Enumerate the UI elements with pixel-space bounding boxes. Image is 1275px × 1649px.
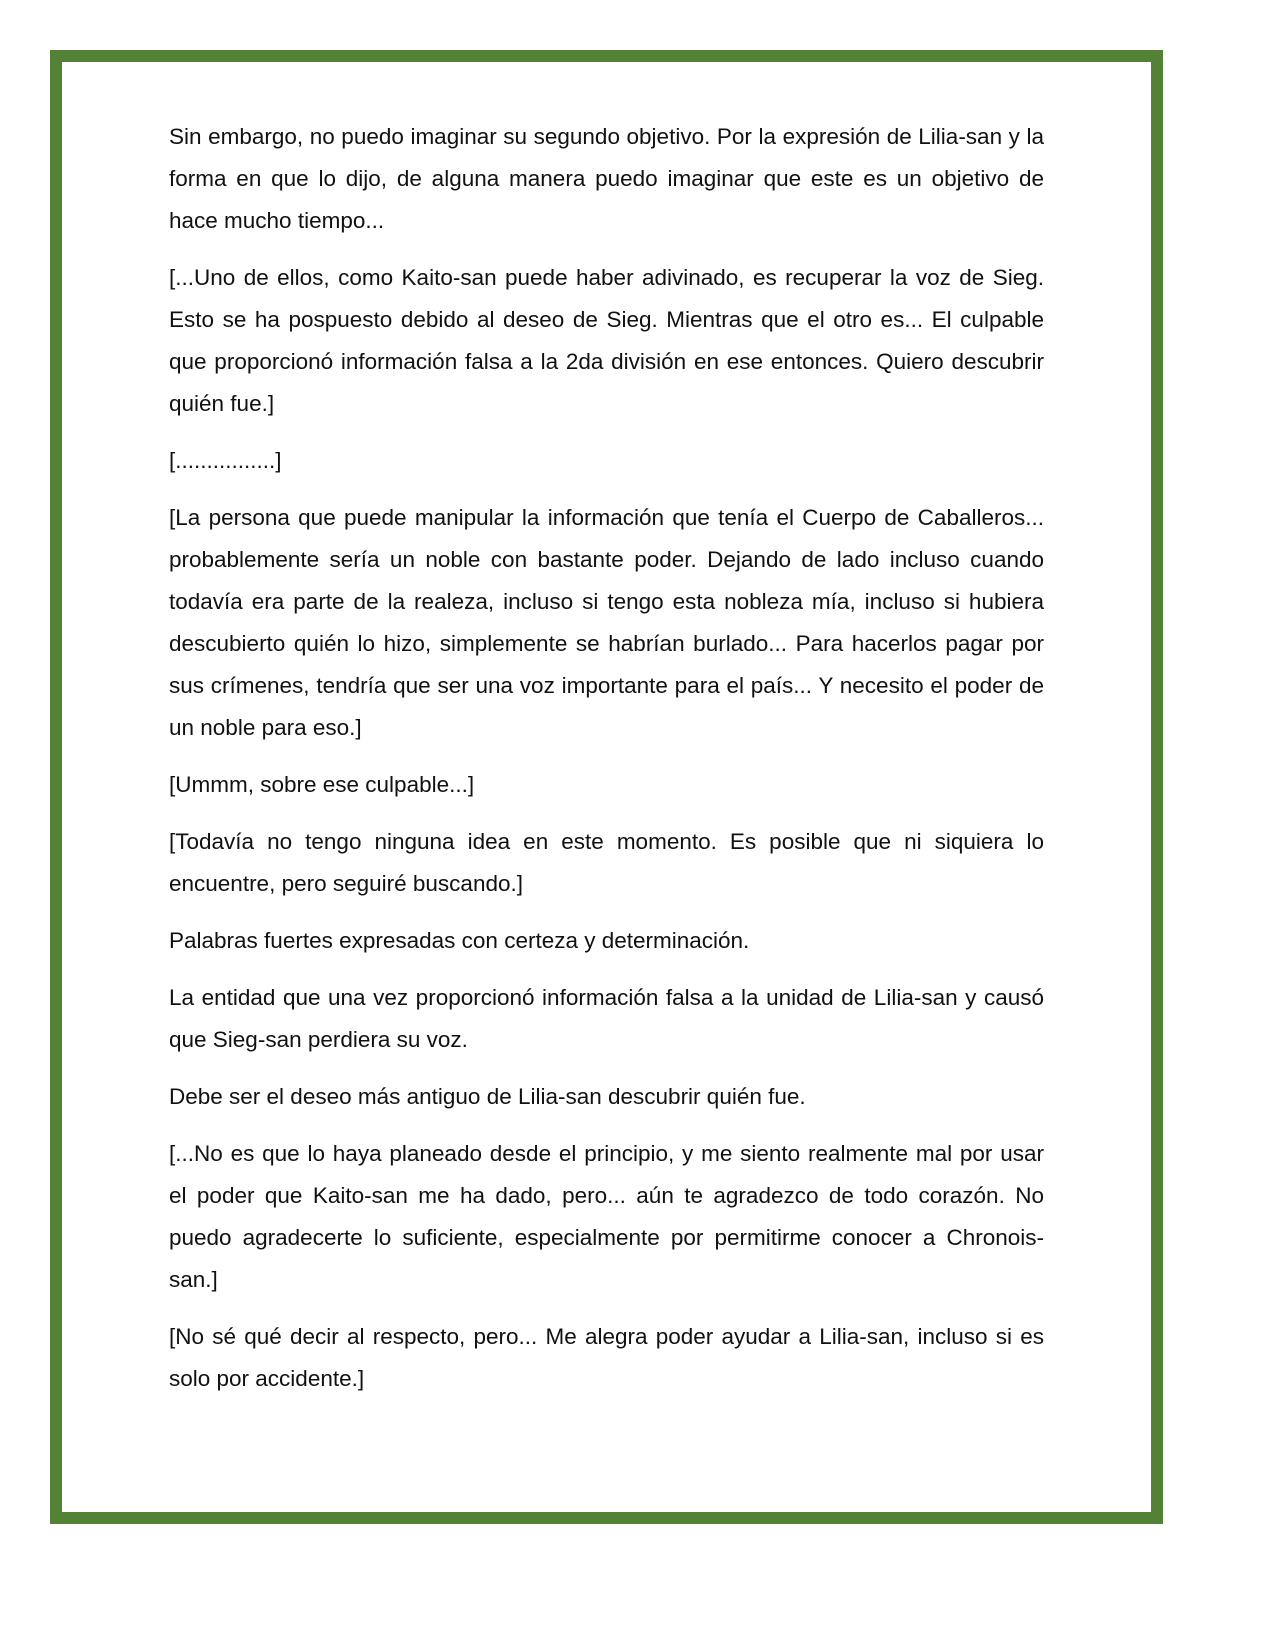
paragraph: [La persona que puede manipular la información que tenía el Cuerpo de Caballeros... probablemente sería un noble con bastante poder. Dejando de lado incluso cuando todavía era parte de la realeza, incluso si tengo esta nobleza mía, incluso si hubiera descubierto quién lo hizo, simplemente se habrían burlado... Para hacerlos pagar por sus crímenes, tendría que ser una voz importante para el país... Y necesito el poder de un noble para eso.]	[169, 505, 1044, 740]
paragraph: [...No es que lo haya planeado desde el principio, y me siento realmente mal por usar el poder que Kaito-san me ha dado, pero... aún te agradezco de todo corazón. No puedo agradecerte lo suficiente, especialmente por permitirme conocer a Chronois-san.]	[169, 1141, 1044, 1292]
paragraph: Debe ser el deseo más antiguo de Lilia-san descubrir quién fue.	[169, 1084, 806, 1109]
paragraph: Sin embargo, no puedo imaginar su segundo objetivo. Por la expresión de Lilia-san y la forma en que lo dijo, de alguna manera puedo imaginar que este es un objetivo de hace mucho tiempo...	[169, 124, 1044, 233]
paragraph: [Ummm, sobre ese culpable...]	[169, 772, 475, 797]
paragraph: Palabras fuertes expresadas con certeza y determinación.	[169, 928, 750, 953]
paragraph: La entidad que una vez proporcionó información falsa a la unidad de Lilia-san y causó que Sieg-san perdiera su voz.	[169, 985, 1044, 1052]
paragraph: [................]	[169, 448, 282, 473]
document-body	[169, 116, 1044, 1415]
paragraph: [No sé qué decir al respecto, pero... Me alegra poder ayudar a Lilia-san, incluso si es solo por accidente.]	[169, 1324, 1044, 1391]
paragraph: [...Uno de ellos, como Kaito-san puede haber adivinado, es recuperar la voz de Sieg. Esto se ha pospuesto debido al deseo de Sieg. Mientras que el otro es... El culpable que proporcionó información falsa a la 2da división en ese entonces. Quiero descubrir quién fue.]	[169, 265, 1044, 416]
paragraph: [Todavía no tengo ninguna idea en este momento. Es posible que ni siquiera lo encuentre, pero seguiré buscando.]	[169, 829, 1044, 896]
